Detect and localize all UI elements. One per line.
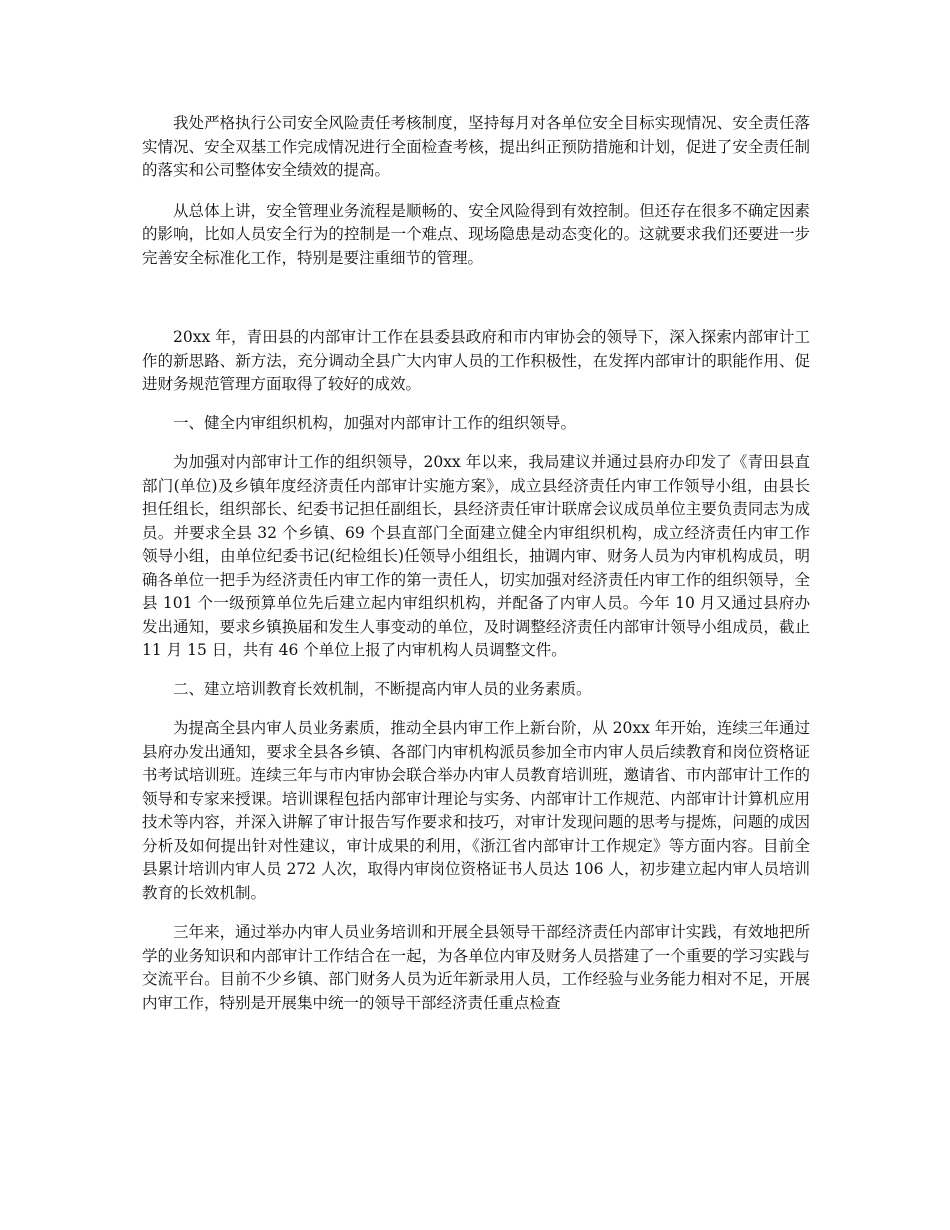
document-body — [142, 112, 810, 1015]
paragraph-audit-intro: 20xx 年，青田县的内部审计工作在县委县政府和市内审协会的领导下，深入探索内部审计工作的新思路、新方法，充分调动全县广大内审人员的工作积极性，在发挥内部审计的职能作用、促进财务规范管理方面取得了较好的成效。 — [142, 328, 810, 393]
paragraph-three-years: 三年来，通过举办内审人员业务培训和开展全县领导干部经济责任内部审计实践，有效地把所学的业务知识和内部审计工作结合在一起，为各单位内审及财务人员搭建了一个重要的学习实践与交流平台。目前不少乡镇、部门财务人员为近年新录用人员，工作经验与业务能力相对不足，开展内审工作，特别是开展集中统一的领导干部经济责任重点检查 — [142, 923, 810, 1012]
paragraph-training-detail: 为提高全县内审人员业务素质，推动全县内审工作上新台阶，从 20xx 年开始，连续三年通过县府办发出通知，要求全县各乡镇、各部门内审机构派员参加全市内审人员后续教育和岗位资格证书考试培训班。连续三年与市内审协会联合举办内审人员教育培训班，邀请省、市内部审计工作的领导和专家来授课。培训课程包括内部审计理论与实务、内部审计工作规范、内部审计计算机应用技术等内容，并深入讲解了审计报告写作要求和技巧，对审计发现问题的思考与提炼，问题的成因分析及如何提出针对性建议，审计成果的利用，《浙江省内部审计工作规定》等方面内容。目前全县累计培训内审人员 272 人次，取得内审岗位资格证书人员达 106 人，初步建立起内审人员培训教育的长效机制。 — [142, 719, 810, 902]
paragraph-safety-summary: 从总体上讲，安全管理业务流程是顺畅的、安全风险得到有效控制。但还存在很多不确定因素的影响，比如人员安全行为的控制是一个难点、现场隐患是动态变化的。这就要求我们还要进一步完善安全标准化工作，特别是要注重细节的管理。 — [142, 201, 810, 267]
paragraph-organization-detail: 为加强对内部审计工作的组织领导，20xx 年以来，我局建议并通过县府办印发了《青田县直部门(单位)及乡镇年度经济责任内部审计实施方案》，成立县经济责任内审工作领导小组，由县长担任组长，组织部长、纪委书记担任副组长，县经济责任审计联席会议成员单位主要负责同志为成员。并要求全县 32 个乡镇、69 个县直部门全面建立健全内审组织机构，成立经济责任内审工作领导小组，由单位纪委书记(纪检组长)任领导小组组长，抽调内审、财务人员为内审机构成员，明确各单位一把手为经济责任内审工作的第一责任人，切实加强对经济责任内审工作的组织领导，全县 101 个一级预算单位先后建立起内审组织机构，并配备了内审人员。今年 10 月又通过县府办发出通知，要求乡镇换届和发生人事变动的单位，及时调整经济责任内部审计领导小组成员，截止 11 月 15 日，共有 46 个单位上报了内审机构人员调整文件。 — [142, 453, 810, 659]
paragraph-safety-assessment: 我处严格执行公司安全风险责任考核制度，坚持每月对各单位安全目标实现情况、安全责任落实情况、安全双基工作完成情况进行全面检查考核，提出纠正预防措施和计划，促进了安全责任制的落实和公司整体安全绩效的提高。 — [142, 114, 810, 179]
section-heading-organization: 一、健全内审组织机构，加强对内部审计工作的组织领导。 — [173, 413, 577, 432]
section-heading-training: 二、建立培训教育长效机制，不断提高内审人员的业务素质。 — [173, 679, 592, 698]
